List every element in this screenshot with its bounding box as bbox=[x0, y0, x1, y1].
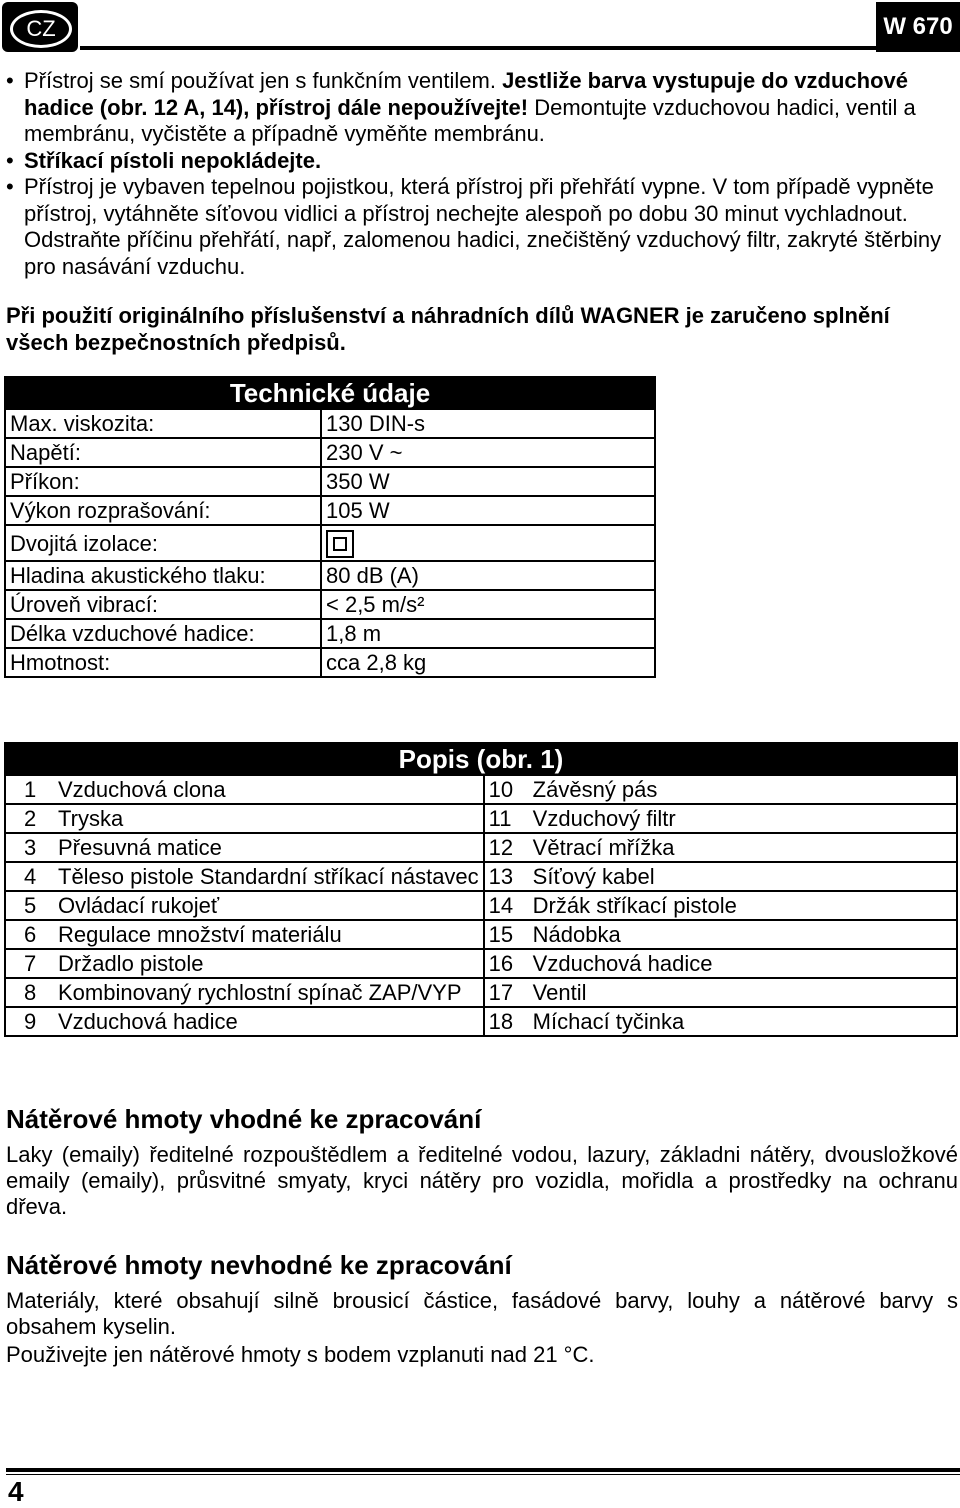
part-name: Kombinovaný rychlostní spínač ZAP/VYP bbox=[58, 980, 462, 1005]
spec-key: Příkon: bbox=[5, 467, 321, 496]
table-row bbox=[5, 920, 957, 949]
table-row bbox=[5, 891, 957, 920]
page-header bbox=[0, 0, 960, 56]
table-row bbox=[5, 409, 655, 438]
bullet-item bbox=[6, 148, 958, 175]
part-name: Závěsný pás bbox=[532, 777, 658, 802]
language-badge-label: CZ bbox=[10, 10, 72, 48]
part-name: Ovládací rukojeť bbox=[58, 893, 220, 918]
page-number: 4 bbox=[8, 1476, 24, 1507]
table-row bbox=[5, 833, 957, 862]
parts-description-title: Popis (obr. 1) bbox=[5, 743, 957, 775]
bullet-text: Přístroj je vybaven tepelnou pojistkou, která přístroj při přehřátí vypne. V tom případě vypněte přístroj, vytáhněte síťovou vidlici a přístroj nechejte alespoň po dobu 30 minut vychladnout. Odstraňte příčinu přehřátí, např, zalomenou hadici, znečištěný vzduchový filtr, zakryté štěrbiny pro nasávání vzduchu. bbox=[24, 174, 942, 279]
spec-key: Výkon rozprašování: bbox=[5, 496, 321, 525]
part-number: 1 bbox=[24, 777, 37, 802]
table-row bbox=[5, 590, 655, 619]
spec-key: Max. viskozita: bbox=[5, 409, 321, 438]
unsuitable-materials-text: Materiály, které obsahují silně brousicí částice, fasádové barvy, louhy a nátěrové barvy s obsahem kyselin. bbox=[6, 1288, 958, 1339]
part-name: Vzduchová hadice bbox=[58, 1009, 238, 1034]
part-name: Těleso pistole Standardní stříkací nástavec bbox=[58, 864, 479, 889]
table-row bbox=[5, 619, 655, 648]
bullet-icon: • bbox=[6, 147, 14, 173]
table-row bbox=[5, 467, 655, 496]
part-name: Ventil bbox=[532, 980, 587, 1005]
spec-value: 130 DIN-s bbox=[321, 409, 655, 438]
bullet-text: Přístroj se smí používat jen s funkčním ventilem. bbox=[24, 68, 503, 93]
spec-value: 230 V ~ bbox=[321, 438, 655, 467]
part-number: 6 bbox=[24, 922, 37, 947]
bullet-icon: • bbox=[6, 174, 14, 199]
unsuitable-materials-heading: Nátěrové hmoty nevhodné ke zpracování bbox=[6, 1250, 512, 1280]
part-number: 18 bbox=[488, 1009, 514, 1034]
bullet-item bbox=[6, 174, 958, 280]
bullet-item bbox=[6, 68, 958, 148]
part-number: 12 bbox=[488, 835, 514, 860]
footer-rule-thin bbox=[6, 1474, 960, 1475]
part-number: 15 bbox=[488, 922, 514, 947]
wagner-safety-note: Při použití originálního příslušenství a náhradních dílů WAGNER je zaručeno splnění všech bezpečnostních předpisů. bbox=[6, 303, 890, 355]
spec-key: Dvojitá izolace: bbox=[5, 525, 321, 561]
table-row bbox=[5, 525, 655, 561]
part-number: 11 bbox=[488, 806, 512, 831]
table-row bbox=[5, 775, 957, 804]
table-row bbox=[5, 561, 655, 590]
spec-key: Úroveň vibrací: bbox=[5, 590, 321, 619]
table-row bbox=[5, 862, 957, 891]
table-row bbox=[5, 978, 957, 1007]
spec-key: Hmotnost: bbox=[5, 648, 321, 677]
table-row bbox=[5, 804, 957, 833]
table-row bbox=[5, 1007, 957, 1036]
part-name: Přesuvná matice bbox=[58, 835, 222, 860]
part-number: 9 bbox=[24, 1009, 37, 1034]
spec-key: Délka vzduchové hadice: bbox=[5, 619, 321, 648]
part-number: 16 bbox=[488, 951, 514, 976]
part-number: 2 bbox=[24, 806, 37, 831]
table-row bbox=[5, 949, 957, 978]
language-badge bbox=[2, 2, 78, 52]
table-row bbox=[5, 438, 655, 467]
part-name: Míchací tyčinka bbox=[532, 1009, 685, 1034]
footer-rule bbox=[6, 1468, 960, 1472]
spec-key: Napětí: bbox=[5, 438, 321, 467]
spec-value: 105 W bbox=[321, 496, 655, 525]
spec-value: 350 W bbox=[321, 467, 655, 496]
model-label: W 670 bbox=[876, 2, 960, 52]
technical-data-title: Technické údaje bbox=[5, 377, 655, 409]
header-rule bbox=[80, 46, 876, 50]
safety-bullets bbox=[6, 68, 958, 280]
part-name: Větrací mřížka bbox=[532, 835, 675, 860]
part-name: Držák stříkací pistole bbox=[532, 893, 737, 918]
double-insulation-icon bbox=[326, 530, 354, 558]
spec-value: cca 2,8 kg bbox=[321, 648, 655, 677]
table-row bbox=[5, 496, 655, 525]
suitable-materials-text: Laky (emaily) ředitelné rozpouštědlem a ředitelné vodou, lazury, základni nátěry, dvousložkové emaily (emaily), průsvitné smyaty, kryci nátěry pro vozidla, mořidla a prostředky na ochranu dřeva. bbox=[6, 1142, 958, 1219]
spec-value: < 2,5 m/s² bbox=[321, 590, 655, 619]
part-number: 10 bbox=[488, 777, 514, 802]
part-name: Nádobka bbox=[532, 922, 621, 947]
part-number: 4 bbox=[24, 864, 37, 889]
table-row bbox=[5, 648, 655, 677]
part-number: 3 bbox=[24, 835, 37, 860]
bullet-text: Demontujte vzduchovou hadici, ventil a membránu, vyčistěte a případně vyměňte membránu. bbox=[24, 94, 916, 146]
part-number: 7 bbox=[24, 951, 37, 976]
part-name: Vzduchová clona bbox=[58, 777, 226, 802]
parts-description-table bbox=[4, 742, 958, 1037]
part-name: Tryska bbox=[58, 806, 124, 831]
spec-value: 80 dB (A) bbox=[321, 561, 655, 590]
part-number: 14 bbox=[488, 893, 514, 918]
part-number: 13 bbox=[488, 864, 514, 889]
part-name: Vzduchová hadice bbox=[532, 951, 713, 976]
bullet-text-bold: Stříkací pístoli nepokládejte. bbox=[24, 147, 322, 173]
suitable-materials-heading: Nátěrové hmoty vhodné ke zpracování bbox=[6, 1104, 482, 1134]
spec-key: Hladina akustického tlaku: bbox=[5, 561, 321, 590]
bullet-icon: • bbox=[6, 68, 14, 93]
part-name: Držadlo pistole bbox=[58, 951, 204, 976]
spec-value: 1,8 m bbox=[321, 619, 655, 648]
part-name: Síťový kabel bbox=[532, 864, 655, 889]
spec-value bbox=[321, 525, 655, 561]
part-number: 5 bbox=[24, 893, 37, 918]
technical-data-table bbox=[4, 376, 656, 678]
bullet-text-bold: Jestliže barva vystupuje do vzduchové hadice (obr. 12 A, 14), přístroj dále nepoužívejte! bbox=[24, 68, 908, 120]
part-name: Vzduchový filtr bbox=[532, 806, 676, 831]
part-name: Regulace množství materiálu bbox=[58, 922, 342, 947]
part-number: 8 bbox=[24, 980, 37, 1005]
flash-point-note: Použivejte jen nátěrové hmoty s bodem vzplanuti nad 21 °C. bbox=[6, 1342, 595, 1367]
part-number: 17 bbox=[488, 980, 514, 1005]
